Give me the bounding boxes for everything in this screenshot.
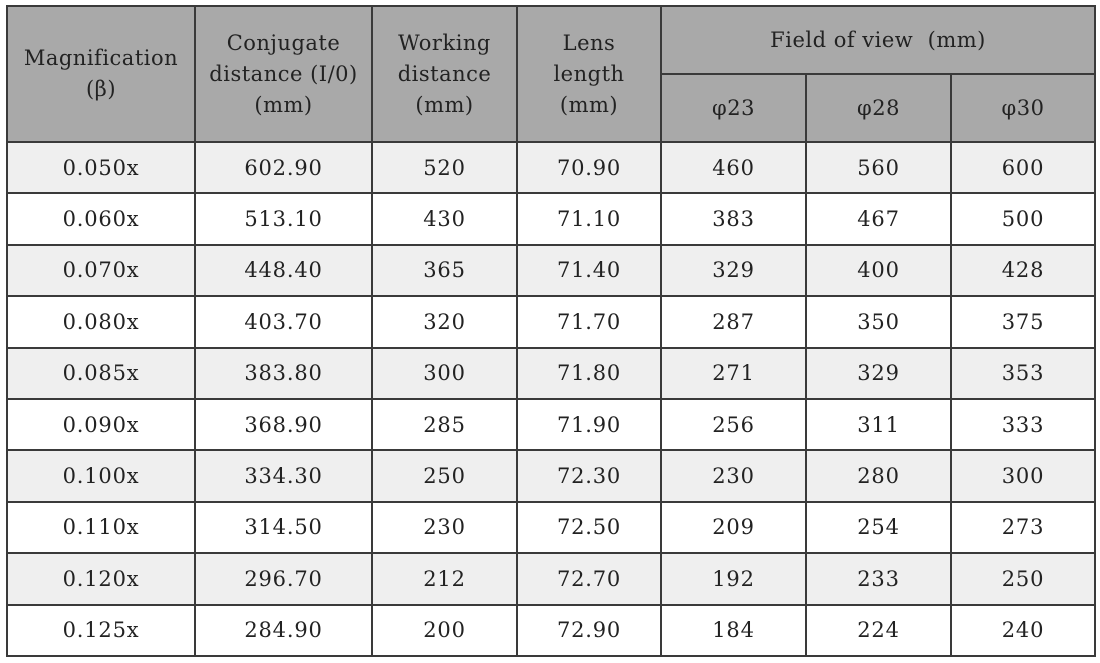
fov-phi28-cell: 350 — [806, 296, 951, 347]
header-lens-line1: Lens — [562, 30, 616, 55]
conjugate-distance-cell: 448.40 — [195, 245, 372, 296]
fov-phi23-cell: 192 — [661, 553, 806, 604]
header-working-line3: (mm) — [415, 92, 474, 117]
table-row — [7, 553, 1095, 604]
fov-phi30-cell: 375 — [951, 296, 1095, 347]
fov-phi28-cell: 329 — [806, 348, 951, 399]
fov-phi28-cell: 400 — [806, 245, 951, 296]
fov-phi23-cell: 460 — [661, 142, 806, 193]
fov-phi28-cell: 311 — [806, 399, 951, 450]
table-row — [7, 296, 1095, 347]
fov-phi30-cell: 428 — [951, 245, 1095, 296]
header-fov-phi23: φ23 — [661, 74, 806, 142]
fov-phi28-cell: 280 — [806, 450, 951, 501]
fov-phi30-cell: 333 — [951, 399, 1095, 450]
table-row — [7, 450, 1095, 501]
fov-phi30-cell: 600 — [951, 142, 1095, 193]
working-distance-cell: 285 — [372, 399, 517, 450]
working-distance-cell: 320 — [372, 296, 517, 347]
conjugate-distance-cell: 602.90 — [195, 142, 372, 193]
fov-phi23-cell: 230 — [661, 450, 806, 501]
table-row — [7, 605, 1095, 656]
fov-phi23-cell: 209 — [661, 502, 806, 553]
fov-phi30-cell: 353 — [951, 348, 1095, 399]
header-fov-phi28: φ28 — [806, 74, 951, 142]
header-magnification — [7, 6, 195, 142]
working-distance-cell: 200 — [372, 605, 517, 656]
fov-phi30-cell: 500 — [951, 193, 1095, 244]
table-row — [7, 502, 1095, 553]
header-conjugate-line3: (mm) — [254, 92, 313, 117]
fov-phi23-cell: 287 — [661, 296, 806, 347]
fov-phi28-cell: 254 — [806, 502, 951, 553]
conjugate-distance-cell: 383.80 — [195, 348, 372, 399]
lens-length-cell: 70.90 — [517, 142, 661, 193]
conjugate-distance-cell: 314.50 — [195, 502, 372, 553]
fov-phi28-cell: 224 — [806, 605, 951, 656]
fov-phi30-cell: 273 — [951, 502, 1095, 553]
lens-length-cell: 72.30 — [517, 450, 661, 501]
header-conjugate-distance — [195, 6, 372, 142]
header-row-top — [7, 6, 1095, 74]
conjugate-distance-cell: 513.10 — [195, 193, 372, 244]
table-body — [7, 142, 1095, 656]
header-lens-line3: (mm) — [559, 92, 619, 117]
lens-length-cell: 71.80 — [517, 348, 661, 399]
magnification-cell: 0.090x — [7, 399, 195, 450]
table-row — [7, 399, 1095, 450]
magnification-cell: 0.060x — [7, 193, 195, 244]
lens-length-cell: 71.40 — [517, 245, 661, 296]
lens-length-cell: 72.50 — [517, 502, 661, 553]
lens-length-cell: 71.70 — [517, 296, 661, 347]
fov-phi28-cell: 233 — [806, 553, 951, 604]
lens-length-cell: 71.10 — [517, 193, 661, 244]
fov-phi23-cell: 271 — [661, 348, 806, 399]
lens-length-cell: 71.90 — [517, 399, 661, 450]
table-row — [7, 348, 1095, 399]
header-lens-line2: length — [553, 61, 625, 86]
header-working-line1: Working — [398, 30, 491, 55]
fov-phi30-cell: 250 — [951, 553, 1095, 604]
header-field-of-view: Field of view (mm) — [661, 6, 1095, 74]
magnification-cell: 0.100x — [7, 450, 195, 501]
working-distance-cell: 230 — [372, 502, 517, 553]
header-fov-phi30: φ30 — [951, 74, 1095, 142]
lens-spec-table — [6, 5, 1096, 657]
conjugate-distance-cell: 284.90 — [195, 605, 372, 656]
table-row — [7, 142, 1095, 193]
magnification-cell: 0.120x — [7, 553, 195, 604]
fov-phi28-cell: 560 — [806, 142, 951, 193]
working-distance-cell: 365 — [372, 245, 517, 296]
fov-phi23-cell: 383 — [661, 193, 806, 244]
table-row — [7, 245, 1095, 296]
fov-phi23-cell: 184 — [661, 605, 806, 656]
magnification-cell: 0.110x — [7, 502, 195, 553]
working-distance-cell: 250 — [372, 450, 517, 501]
header-conjugate-line2: distance (I/0) — [209, 61, 358, 86]
magnification-cell: 0.085x — [7, 348, 195, 399]
table-row — [7, 193, 1095, 244]
fov-phi23-cell: 256 — [661, 399, 806, 450]
fov-phi30-cell: 240 — [951, 605, 1095, 656]
working-distance-cell: 430 — [372, 193, 517, 244]
magnification-cell: 0.125x — [7, 605, 195, 656]
working-distance-cell: 300 — [372, 348, 517, 399]
header-lens-length — [517, 6, 661, 142]
header-magnification-line2: (β) — [85, 77, 117, 101]
magnification-cell: 0.070x — [7, 245, 195, 296]
magnification-cell: 0.050x — [7, 142, 195, 193]
header-working-line2: distance — [397, 61, 492, 86]
working-distance-cell: 212 — [372, 553, 517, 604]
fov-phi30-cell: 300 — [951, 450, 1095, 501]
working-distance-cell: 520 — [372, 142, 517, 193]
conjugate-distance-cell: 368.90 — [195, 399, 372, 450]
conjugate-distance-cell: 296.70 — [195, 553, 372, 604]
fov-phi28-cell: 467 — [806, 193, 951, 244]
header-conjugate-line1: Conjugate — [226, 30, 341, 55]
fov-phi23-cell: 329 — [661, 245, 806, 296]
lens-length-cell: 72.90 — [517, 605, 661, 656]
header-working-distance — [372, 6, 517, 142]
magnification-cell: 0.080x — [7, 296, 195, 347]
conjugate-distance-cell: 334.30 — [195, 450, 372, 501]
lens-length-cell: 72.70 — [517, 553, 661, 604]
conjugate-distance-cell: 403.70 — [195, 296, 372, 347]
lens-spec-table-container — [6, 5, 1096, 657]
header-magnification-line1: Magnification — [23, 46, 179, 70]
